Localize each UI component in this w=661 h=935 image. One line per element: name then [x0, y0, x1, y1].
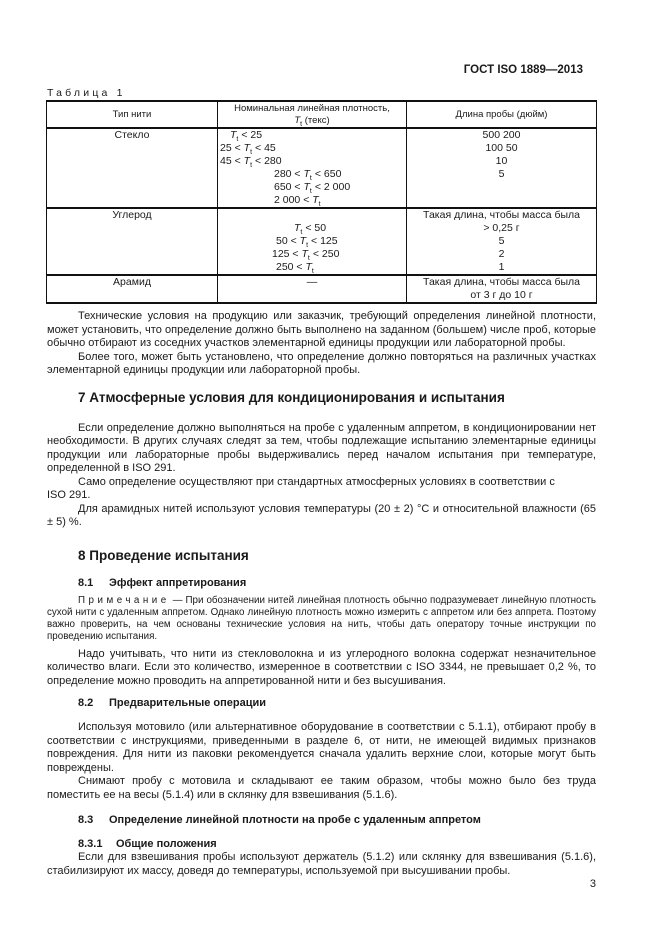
- note-label: Примечание: [78, 594, 170, 606]
- length-value: 5: [498, 235, 505, 247]
- density-range: [220, 248, 404, 261]
- col-header-yarn-type: Тип нити: [47, 101, 218, 128]
- density-part: T: [299, 235, 307, 247]
- length-value: 1: [498, 261, 505, 273]
- section-title: Общие положения: [116, 838, 217, 850]
- density-part: T: [230, 129, 237, 141]
- document-id: ГОСТ ISO 1889—2013: [463, 64, 583, 76]
- density-part: T: [303, 181, 310, 193]
- table-row: [47, 128, 597, 208]
- density-range: [220, 155, 404, 168]
- page-content: [47, 0, 596, 891]
- density-part: T: [305, 261, 312, 273]
- density-part: t: [236, 136, 239, 144]
- density-part: T: [312, 194, 319, 206]
- length-value: Такая длина, чтобы масса была: [423, 276, 580, 288]
- density-header-text: Номинальная линейная плотность,: [234, 102, 390, 114]
- section-number: 8.3.1: [78, 838, 103, 850]
- density-part: T: [301, 248, 308, 260]
- length-value: от 3 г до 10 г: [470, 289, 533, 301]
- paragraph: Если для взвешивания пробы используют держатель (5.1.2) или склянку для взвешивания (5.1.6), стабилизируют их массу, доведя до температуры, используемой при высушивании пробы.: [47, 851, 596, 877]
- length-value: > 0,25 г: [483, 222, 520, 234]
- paragraph: Если определение должно выполняться на пробе с удаленным аппретом, в кондиционировании нет необходимости. В других случаях следят за тем, чтобы подлежащие испытанию элементарные единицы продукции или лабораторные пробы выдерживались перед началом испытания при температуре, определенной в ISO 291.: [47, 421, 596, 474]
- density-part: < 250: [312, 248, 340, 260]
- paragraph: Более того, может быть установлено, что определение должно повторяться на различных участках элементарной единицы продукции или лабораторной пробы.: [47, 350, 596, 376]
- note: [47, 595, 596, 643]
- section-8-2-heading: [47, 696, 596, 710]
- sample-length-cell: [407, 128, 597, 208]
- density-cell: —: [218, 275, 407, 303]
- density-part: < 125: [311, 235, 338, 247]
- density-part: 250 <: [276, 261, 306, 273]
- density-range: [220, 261, 404, 274]
- density-part: < 25: [241, 129, 263, 141]
- sample-length-cell: [407, 275, 597, 303]
- yarn-type-cell: Арамид: [47, 275, 218, 303]
- density-part: < 280: [255, 155, 282, 167]
- density-cell: [218, 128, 407, 208]
- density-part: T: [243, 155, 251, 167]
- density-cell: [218, 208, 407, 275]
- density-range: [220, 235, 404, 248]
- density-range: [220, 168, 404, 181]
- density-part: t: [300, 229, 303, 237]
- col-header-density: [218, 101, 407, 128]
- paragraph: Надо учитывать, что нити из стекловолокна и из углеродного волокна содержат незначительное количество влаги. Если это количество, измеренное в соответствии с ISO 3344, не превышает 0,2 %, то определение можно проводить на аппретированной нити и без высушивания.: [47, 647, 596, 687]
- length-value: 10: [495, 155, 508, 167]
- density-part: t: [306, 242, 309, 250]
- paragraph: Само определение осуществляют при стандартных атмосферных условиях в соответствии с ISO 291.: [47, 475, 555, 501]
- section-8-1-heading: [47, 576, 596, 590]
- density-part: t: [318, 201, 321, 209]
- density-part: 125 <: [272, 248, 302, 260]
- density-range: [220, 181, 404, 194]
- section-number: 8.1: [78, 576, 94, 589]
- length-value: 2: [498, 248, 505, 260]
- density-part: T: [294, 222, 301, 234]
- section-title: Эффект аппретирования: [109, 576, 247, 589]
- paragraph: Используя мотовило (или альтернативное оборудование в соответствии с 5.1.1), отбирают пробу в соответствии с инструкциями, приведенными в разделе 6, от нити, не имеющей видимых признаков повреждения. Для нити из паковки рекомендуется сначала удалить верхние слои, которые могут быть повреждены.: [47, 721, 596, 774]
- section-number: 8.2: [78, 697, 94, 709]
- col-header-length: Длина пробы (дюйм): [407, 101, 597, 128]
- section-7-heading: 7 Атмосферные условия для кондиционирования и испытания: [78, 389, 505, 405]
- yarn-type-cell: Углерод: [47, 208, 218, 275]
- paragraph: Снимают пробу с мотовила и складывают ее таким образом, чтобы можно было без труда поместить ее на весы (5.1.4) или в склянку для взвешивания (5.1.6).: [47, 775, 596, 801]
- section-8-3-heading: [47, 813, 596, 827]
- table-row: [47, 275, 597, 303]
- density-part: T: [243, 142, 251, 154]
- sample-length-table: [46, 100, 597, 304]
- density-part: < 2 000: [314, 181, 351, 193]
- length-value: 500 200: [482, 129, 521, 141]
- density-part: t: [311, 268, 314, 276]
- density-range: [220, 194, 404, 207]
- section-title: Предварительные операции: [109, 697, 267, 709]
- density-part: 50 <: [276, 235, 300, 247]
- symbol: T: [294, 114, 301, 126]
- density-part: t: [309, 188, 312, 196]
- density-part: t: [250, 162, 253, 170]
- paragraph: Для арамидных нитей используют условия температуры (20 ± 2) °С и относительной влажности (65 ± 5) %.: [47, 502, 596, 528]
- table-caption: Таблица 1: [47, 87, 126, 99]
- density-part: < 650: [314, 168, 342, 180]
- length-value: Такая длина, чтобы масса была: [423, 209, 580, 221]
- density-part: 650 <: [274, 181, 304, 193]
- length-value: 5: [498, 168, 505, 180]
- density-part: t: [307, 255, 310, 263]
- note-text: — При обозначении нитей линейная плотность обычно подразумевает линейную плотность сухой нити с удаленным аппретом. Однако линейную плотность можно измерить с аппретом или без аппрета. Поэтому важно проверить, на чем основаны технические условия на нить, чтобы дать оператору точные инструкции по проведению испытания.: [47, 594, 596, 642]
- density-part: < 50: [305, 222, 327, 234]
- section-number: 8.3: [78, 814, 94, 826]
- density-range: [220, 222, 404, 235]
- density-part: t: [309, 175, 312, 183]
- density-part: t: [250, 149, 253, 157]
- table-row: [47, 208, 597, 275]
- page-number: 3: [589, 878, 596, 890]
- length-value: 100 50: [485, 142, 518, 154]
- density-part: < 45: [255, 142, 276, 154]
- yarn-type-cell: Стекло: [47, 128, 218, 208]
- density-part: 280 <: [274, 168, 304, 180]
- section-8-3-1-heading: [47, 837, 596, 851]
- density-part: 45 <: [220, 155, 244, 167]
- sample-length-cell: [407, 208, 597, 275]
- symbol-sub: t: [300, 120, 303, 128]
- unit: (текс): [302, 114, 330, 126]
- section-title: Определение линейной плотности на пробе с удаленным аппретом: [109, 814, 481, 826]
- paragraph: Технические условия на продукцию или заказчик, требующий определения линейной плотности, может установить, что определение должно быть выполнено на заданном (большем) числе проб, которые обычно отбирают из соседних участков элементарной единицы продукции или лабораторной пробы.: [47, 310, 596, 349]
- density-part: 25 <: [220, 142, 244, 154]
- density-part: T: [303, 168, 310, 180]
- density-part: 2 000 <: [274, 194, 313, 206]
- density-range: [220, 142, 404, 155]
- density-range: [220, 209, 404, 222]
- density-range: [220, 129, 404, 142]
- section-8-heading: 8 Проведение испытания: [78, 547, 249, 563]
